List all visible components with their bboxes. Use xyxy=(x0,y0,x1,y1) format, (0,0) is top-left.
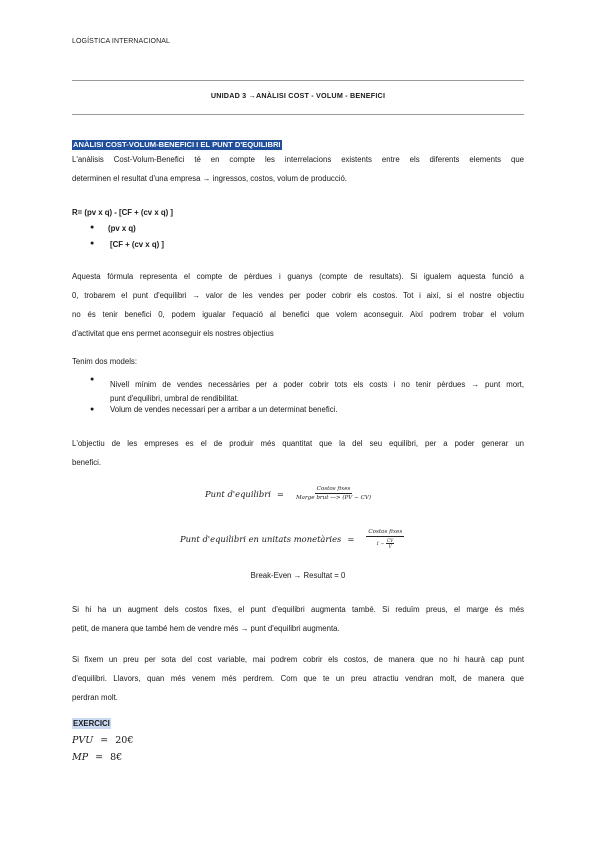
equals-sign: = xyxy=(276,488,284,499)
text-line: Si hi ha un augment dels costos fixes, el punt d'equilibri augmenta també. Si reduïm preus, el marge és més xyxy=(72,605,524,614)
exercise-title: EXERCICI xyxy=(73,719,110,728)
equals-sign: = xyxy=(100,735,109,746)
unit-title: UNIDAD 3 →ANÀLISI COST - VOLUM - BENEFICI xyxy=(210,91,386,100)
models-title xyxy=(72,352,524,371)
fraction-denominator xyxy=(376,537,394,549)
objective-paragraph xyxy=(72,434,524,472)
exercise-line xyxy=(72,735,133,746)
text-line: no és tenir benefici 0, podem igualar l'equació al benefici que volem aconseguir. Així podrem trobar el volum xyxy=(72,310,524,319)
result-paragraph xyxy=(72,267,524,343)
exercise-line xyxy=(72,752,122,763)
result-formula: R= (pv x q) - [CF + (cv x q) ] xyxy=(72,208,173,217)
equation-fraction xyxy=(366,529,404,549)
formula-part: (pv x q) xyxy=(108,224,136,233)
equation-fraction xyxy=(296,486,371,501)
fraction-numerator: Costos fixes xyxy=(368,529,403,535)
top-rule xyxy=(72,80,524,81)
variable-value: 20€ xyxy=(115,735,134,746)
equals-sign: = xyxy=(347,534,355,544)
model-text: punt d'equilibri, umbral de rendibilitat. xyxy=(110,394,239,403)
break-even-statement: Break-Even → Resultat = 0 xyxy=(250,571,346,580)
text-line: perdran molt. xyxy=(72,693,118,702)
model-text: Volum de vendes necessari per a arribar a un determinat benefici. xyxy=(110,405,338,414)
bottom-rule xyxy=(72,114,524,115)
text-line: d'activitat que ens permet aconseguir els nostres objectius xyxy=(72,329,274,338)
section-title: ANÀLISI COST-VOLUM-BENEFICI I EL PUNT D'EQUILIBRI xyxy=(73,140,281,149)
text-line: petit, de manera que també hem de vendre més → punt d'equilibri augmenta. xyxy=(72,624,340,633)
break-even-equation xyxy=(205,486,371,501)
inner-numerator: CV xyxy=(387,538,394,543)
formula-part: [CF + (cv x q) ] xyxy=(110,240,164,249)
bullet-dot: ● xyxy=(90,376,95,383)
fraction-numerator: Costos fixes xyxy=(316,486,351,492)
text-line: L'objectiu de les empreses es el de produir més quantitat que la del seu equilibri, per a poder generar un xyxy=(72,439,524,448)
price-paragraph xyxy=(72,650,524,707)
text-line: d'equilibri. Llavors, quan més venem més perdrem. Com que te un preu atractiu vendran molt, de manera que xyxy=(72,674,524,683)
text-line: Si fixem un preu per sota del cost variable, mai podrem cobrir els costos, de manera que no hi haurà cap punt xyxy=(72,655,524,664)
denominator-prefix: 1 − xyxy=(376,542,385,547)
equation-lhs: Punt d'equilibri xyxy=(205,488,271,499)
text-line: determinen el resultat d'una empresa → ingressos, costos, volum de producció. xyxy=(72,174,347,183)
equation-lhs: Punt d'equilibri en unitats monetàries xyxy=(180,534,342,544)
text-line: 0, trobarem el punt d'equilibri → valor de les vendes per poder cobrir els costos. Tot i així, si el nostre objectiu xyxy=(72,291,524,300)
text-line: L'anàlisis Cost-Volum-Benefici té en compte les interrelacions existents entre els diferents elements que xyxy=(72,155,524,164)
bullet-dot: ● xyxy=(90,406,95,413)
page-header: LOGÍSTICA INTERNACIONAL xyxy=(72,38,170,45)
fixed-costs-paragraph xyxy=(72,600,524,638)
bullet-dot: ● xyxy=(90,240,95,247)
inner-denominator: V xyxy=(388,544,392,549)
inner-fraction xyxy=(386,538,394,549)
equals-sign: = xyxy=(95,752,104,763)
variable-name: PVU xyxy=(72,735,94,746)
model-text: Nivell mínim de vendes necessàries per a poder cobrir tots els costs i no tenir pèrdues → punt mort, xyxy=(110,380,524,389)
text-line: benefici. xyxy=(72,458,102,467)
monetary-equation xyxy=(180,529,404,549)
fraction-denominator: Marge brut ---> (PV − CV) xyxy=(295,495,372,501)
variable-value: 8€ xyxy=(110,752,123,763)
variable-name: MP xyxy=(72,752,89,763)
text-line: Aquesta fórmula representa el compte de pèrdues i guanys (compte de resultats). Si igualem aquesta funció a xyxy=(72,272,524,281)
text-line: Tenim dos models: xyxy=(72,357,138,366)
bullet-dot: ● xyxy=(90,224,95,231)
intro-paragraph xyxy=(72,150,524,188)
